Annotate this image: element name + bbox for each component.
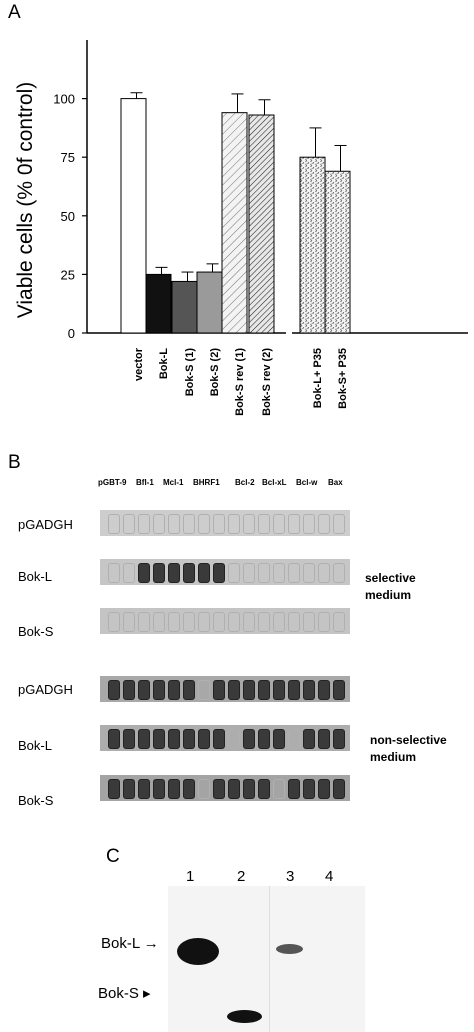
column-header: Bcl-w <box>296 478 318 487</box>
colony-spot <box>228 779 240 799</box>
colony-spot <box>168 563 180 583</box>
colony-spot <box>183 612 195 632</box>
colony-spot <box>303 563 315 583</box>
nonselective-medium-label: non-selective medium <box>370 733 447 764</box>
bar-2 <box>172 281 197 333</box>
row-label: pGADGH <box>18 682 73 697</box>
colony-spot <box>153 612 165 632</box>
bar-0 <box>121 99 146 333</box>
panel-b-letter: B <box>8 452 21 473</box>
colony-spot <box>183 514 195 534</box>
colony-spot <box>213 729 225 749</box>
colony-spot <box>333 563 345 583</box>
column-header: Bcl-xL <box>262 478 287 487</box>
colony-spot <box>108 612 120 632</box>
y-tick-label: 25 <box>60 267 75 283</box>
colony-spot <box>258 563 270 583</box>
colony-spot <box>273 612 285 632</box>
colony-spot <box>258 680 270 700</box>
bar-4 <box>222 113 247 333</box>
lane-number: 2 <box>237 868 246 885</box>
colony-spot <box>123 563 135 583</box>
colony-spot <box>303 514 315 534</box>
plate-row <box>100 676 350 702</box>
panel-a-letter: A <box>8 2 21 23</box>
colony-spot <box>108 563 120 583</box>
colony-spot <box>318 612 330 632</box>
colony-spot <box>288 729 300 749</box>
colony-spot <box>303 779 315 799</box>
colony-spot <box>333 514 345 534</box>
colony-spot <box>273 680 285 700</box>
colony-spot <box>228 612 240 632</box>
colony-spot <box>243 680 255 700</box>
colony-spot <box>183 563 195 583</box>
colony-spot <box>288 612 300 632</box>
colony-spot <box>153 779 165 799</box>
colony-spot <box>168 612 180 632</box>
x-tick-label: Bok-S (2) <box>208 348 221 397</box>
bar-7 <box>325 171 350 333</box>
row-label: Bok-L <box>18 738 52 753</box>
colony-spot <box>273 563 285 583</box>
colony-spot <box>183 779 195 799</box>
x-tick-label: Bok-L <box>157 348 170 380</box>
colony-spot <box>288 680 300 700</box>
colony-spot <box>243 514 255 534</box>
colony-spot <box>153 514 165 534</box>
colony-spot <box>303 729 315 749</box>
band-bok-l-lane1 <box>177 938 219 965</box>
colony-spot <box>228 729 240 749</box>
colony-spot <box>108 680 120 700</box>
colony-spot <box>258 779 270 799</box>
colony-spot <box>198 729 210 749</box>
blot-divider <box>269 886 270 1032</box>
colony-spot <box>213 514 225 534</box>
y-tick-label: 50 <box>60 208 75 224</box>
colony-spot <box>333 729 345 749</box>
lane-number: 3 <box>286 868 295 885</box>
colony-spot <box>153 563 165 583</box>
bar-5 <box>249 115 274 333</box>
row-label: Bok-L <box>18 569 52 584</box>
colony-spot <box>243 729 255 749</box>
bar-3 <box>197 272 222 333</box>
colony-spot <box>333 779 345 799</box>
band-bok-l-lane3 <box>276 944 303 954</box>
x-tick-label: Bok-S+ P35 <box>336 348 349 409</box>
lane-number: 1 <box>186 868 195 885</box>
colony-spot <box>168 779 180 799</box>
colony-spot <box>138 563 150 583</box>
colony-spot <box>243 612 255 632</box>
colony-spot <box>228 514 240 534</box>
colony-spot <box>243 563 255 583</box>
panel-c-letter: C <box>106 846 120 867</box>
colony-spot <box>303 680 315 700</box>
colony-spot <box>153 680 165 700</box>
plate-row <box>100 608 350 634</box>
colony-spot <box>108 729 120 749</box>
colony-spot <box>333 612 345 632</box>
colony-spot <box>213 612 225 632</box>
colony-spot <box>228 563 240 583</box>
colony-spot <box>123 779 135 799</box>
lane-number: 4 <box>325 868 334 885</box>
column-header: Bcl-2 <box>235 478 255 487</box>
colony-spot <box>213 563 225 583</box>
colony-spot <box>213 779 225 799</box>
colony-spot <box>183 729 195 749</box>
colony-spot <box>183 680 195 700</box>
colony-spot <box>198 563 210 583</box>
colony-spot <box>318 680 330 700</box>
colony-spot <box>108 779 120 799</box>
colony-spot <box>333 680 345 700</box>
column-header: Mcl-1 <box>163 478 184 487</box>
western-blot-image <box>168 886 365 1032</box>
colony-spot <box>318 729 330 749</box>
colony-spot <box>258 514 270 534</box>
row-label: Bok-S <box>18 624 54 639</box>
x-tick-label: Bok-S rev (2) <box>260 348 273 416</box>
column-header: Bax <box>328 478 343 487</box>
bar-1 <box>146 274 171 333</box>
colony-spot <box>258 729 270 749</box>
colony-spot <box>168 680 180 700</box>
colony-spot <box>138 779 150 799</box>
plate-row <box>100 510 350 536</box>
colony-spot <box>303 612 315 632</box>
colony-spot <box>273 779 285 799</box>
colony-spot <box>123 514 135 534</box>
colony-spot <box>213 680 225 700</box>
colony-spot <box>318 563 330 583</box>
colony-spot <box>198 779 210 799</box>
colony-spot <box>198 612 210 632</box>
band-bok-s-lane2 <box>227 1010 262 1023</box>
colony-spot <box>258 612 270 632</box>
x-tick-label: vector <box>132 348 145 382</box>
column-header: pGBT-9 <box>98 478 127 487</box>
colony-spot <box>288 514 300 534</box>
blot-label-bok-s: Bok-S ▸ <box>98 985 151 1002</box>
plate-row <box>100 559 350 585</box>
x-tick-label: Bok-S (1) <box>183 348 196 397</box>
colony-spot <box>318 514 330 534</box>
selective-medium-label: selective medium <box>365 571 416 602</box>
colony-spot <box>288 779 300 799</box>
colony-spot <box>138 729 150 749</box>
x-tick-label: Bok-S rev (1) <box>233 348 246 416</box>
y-tick-label: 75 <box>60 150 75 166</box>
column-header: BHRF1 <box>193 478 220 487</box>
colony-spot <box>168 514 180 534</box>
y-tick-label: 100 <box>53 91 75 107</box>
plate-row <box>100 775 350 801</box>
colony-spot <box>108 514 120 534</box>
row-label: Bok-S <box>18 793 54 808</box>
colony-spot <box>123 680 135 700</box>
bar-6 <box>300 157 325 333</box>
colony-spot <box>273 729 285 749</box>
colony-spot <box>138 680 150 700</box>
colony-spot <box>198 514 210 534</box>
blot-label-bok-l: Bok-L → <box>101 935 159 952</box>
y-tick-label: 0 <box>67 326 75 341</box>
plate-row <box>100 725 350 751</box>
colony-spot <box>288 563 300 583</box>
colony-spot <box>228 680 240 700</box>
colony-spot <box>318 779 330 799</box>
row-label: pGADGH <box>18 517 73 532</box>
colony-spot <box>198 680 210 700</box>
colony-spot <box>138 612 150 632</box>
column-header: Bfl-1 <box>136 478 154 487</box>
colony-spot <box>153 729 165 749</box>
colony-spot <box>138 514 150 534</box>
colony-spot <box>168 729 180 749</box>
x-tick-label: Bok-L+ P35 <box>311 348 324 409</box>
colony-spot <box>123 612 135 632</box>
colony-spot <box>123 729 135 749</box>
colony-spot <box>273 514 285 534</box>
colony-spot <box>243 779 255 799</box>
